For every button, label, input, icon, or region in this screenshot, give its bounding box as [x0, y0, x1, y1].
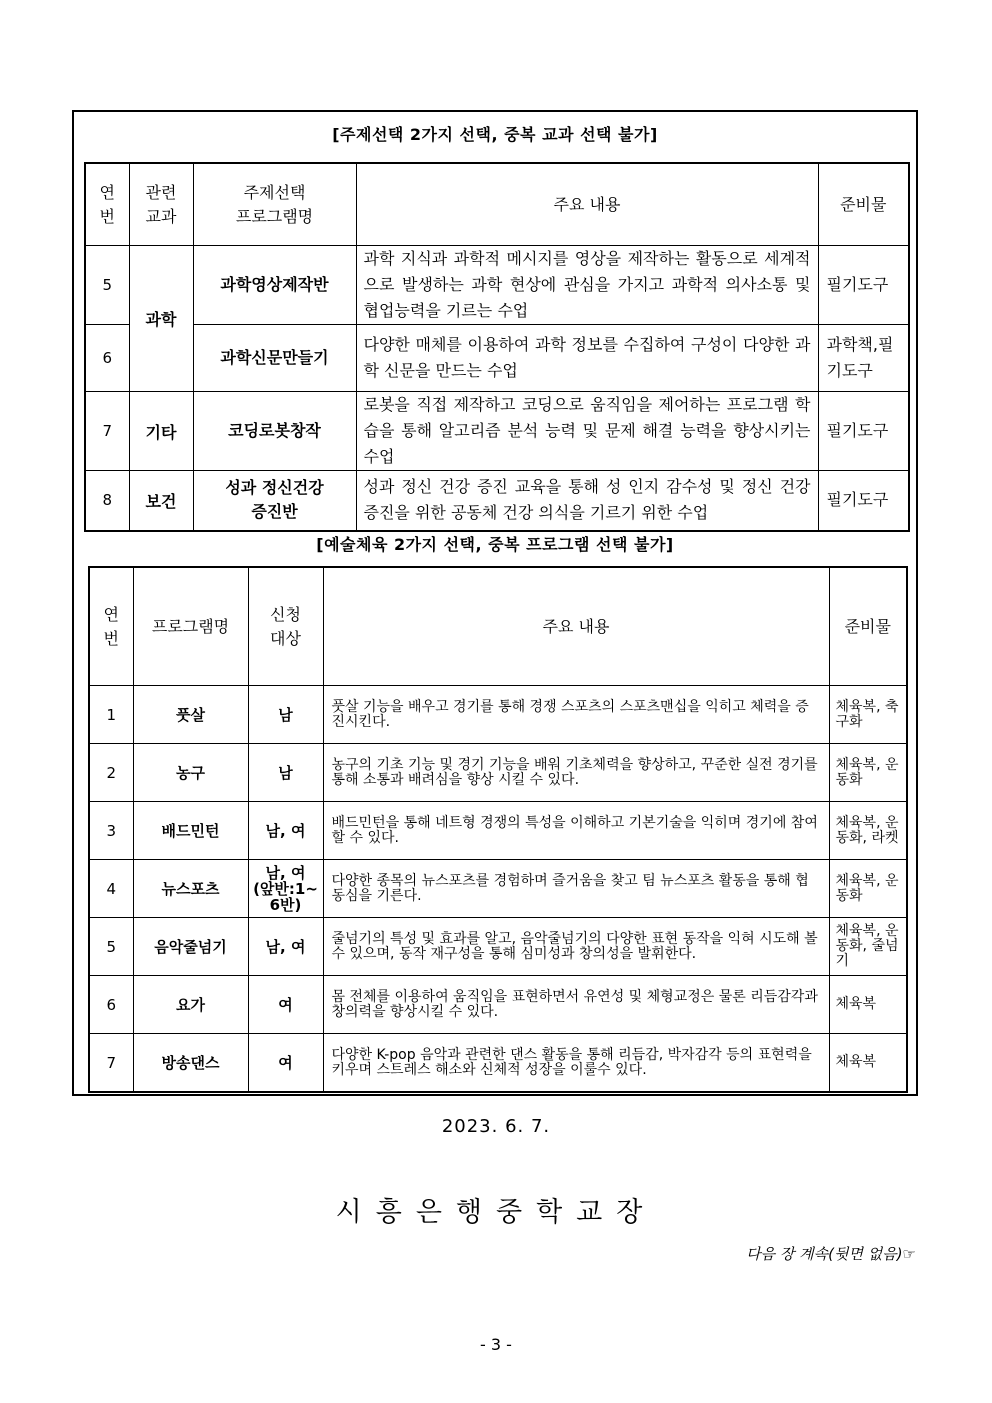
row-content: 줄넘기의 특성 및 효과를 알고, 음악줄넘기의 다양한 표현 동작을 익혀 시도해 볼 수 있으며, 동작 재구성을 통해 심미성과 창의성을 발휘한다.: [323, 918, 829, 976]
row-prep: 필기도구: [818, 471, 909, 531]
next-page-note: 다음 장 계속(뒷면 없음)☞: [746, 1245, 916, 1263]
page-number: - 3 -: [480, 1335, 512, 1354]
row-no: 5: [85, 246, 129, 325]
row-program: 과학신문만들기: [193, 325, 356, 392]
row-no: 6: [89, 976, 133, 1034]
table-row: [85, 325, 909, 392]
row-program: 배드민턴: [133, 802, 248, 860]
row-content: 다양한 매체를 이용하여 과학 정보를 수집하여 구성이 다양한 과학 신문을 만드는 수업: [356, 325, 818, 392]
table-row: [89, 860, 907, 918]
row-no: 5: [89, 918, 133, 976]
document-date: 2023. 6. 7.: [441, 1116, 551, 1137]
table-row: [89, 744, 907, 802]
table-row: [89, 1034, 907, 1093]
row-program: 방송댄스: [133, 1034, 248, 1093]
row-no: 3: [89, 802, 133, 860]
row-prep: 체육복, 운동화, 라켓: [829, 802, 907, 860]
row-subject: 과학: [129, 246, 193, 392]
row-prep: 필기도구: [818, 246, 909, 325]
row-subject: 보건: [129, 471, 193, 531]
header-target: 신청 대상: [248, 567, 323, 686]
header-prep: 준비물: [829, 567, 907, 686]
row-program: 과학영상제작반: [193, 246, 356, 325]
table-row: [89, 918, 907, 976]
table-row: [85, 471, 909, 531]
section2-title: [예술체육 2가지 선택, 중복 프로그램 선택 불가]: [316, 535, 674, 554]
school-principal-signature: 시흥은행중학교장: [335, 1197, 657, 1228]
row-no: 2: [89, 744, 133, 802]
row-program: 성과 정신건강 증진반: [193, 471, 356, 531]
row-no: 1: [89, 686, 133, 744]
table-header-row: [89, 567, 907, 686]
row-program: 음악줄넘기: [133, 918, 248, 976]
row-content: 농구의 기초 기능 및 경기 기능을 배워 기초체력을 향상하고, 꾸준한 실전 경기를 통해 소통과 배려심을 향상 시킬 수 있다.: [323, 744, 829, 802]
main-frame: [72, 110, 918, 1096]
header-content: 주요 내용: [323, 567, 829, 686]
row-content: 성과 정신 건강 증진 교육을 통해 성 인지 감수성 및 정신 건강 증진을 위한 공동체 건강 의식을 기르기 위한 수업: [356, 471, 818, 531]
row-target: 남, 여: [248, 918, 323, 976]
theme-program-table: [84, 162, 910, 532]
row-no: 7: [89, 1034, 133, 1093]
row-target: 남, 여 (앞반:1~ 6반): [248, 860, 323, 918]
header-subject: 관련 교과: [129, 163, 193, 246]
header-no: 연 번: [89, 567, 133, 686]
table-row: [85, 392, 909, 471]
row-prep: 과학책,필기도구: [818, 325, 909, 392]
header-program: 프로그램명: [133, 567, 248, 686]
row-program: 농구: [133, 744, 248, 802]
row-content: 풋살 기능을 배우고 경기를 통해 경쟁 스포츠의 스포츠맨십을 익히고 체력을 증진시킨다.: [323, 686, 829, 744]
row-subject: 기타: [129, 392, 193, 471]
row-no: 8: [85, 471, 129, 531]
row-target: 남: [248, 686, 323, 744]
header-no: 연 번: [85, 163, 129, 246]
row-no: 4: [89, 860, 133, 918]
row-content: 과학 지식과 과학적 메시지를 영상을 제작하는 활동으로 세계적으로 발생하는 과학 현상에 관심을 가지고 과학적 의사소통 및 협업능력을 기르는 수업: [356, 246, 818, 325]
row-content: 배드민턴을 통해 네트형 경쟁의 특성을 이해하고 기본기술을 익히며 경기에 참여할 수 있다.: [323, 802, 829, 860]
row-no: 7: [85, 392, 129, 471]
row-prep: 체육복, 축구화: [829, 686, 907, 744]
row-no: 6: [85, 325, 129, 392]
row-prep: 체육복: [829, 976, 907, 1034]
header-content: 주요 내용: [356, 163, 818, 246]
row-target: 여: [248, 976, 323, 1034]
row-target: 여: [248, 1034, 323, 1093]
header-prep: 준비물: [818, 163, 909, 246]
row-program: 뉴스포츠: [133, 860, 248, 918]
row-target: 남: [248, 744, 323, 802]
header-program: 주제선택 프로그램명: [193, 163, 356, 246]
row-content: 다양한 K-pop 음악과 관련한 댄스 활동을 통해 리듬감, 박자감각 등의 표현력을 키우며 스트레스 해소와 신체적 성장을 이룰수 있다.: [323, 1034, 829, 1093]
row-prep: 체육복: [829, 1034, 907, 1093]
row-content: 다양한 종목의 뉴스포츠를 경험하며 즐거움을 찾고 팀 뉴스포츠 활동을 통해 협동심을 기른다.: [323, 860, 829, 918]
table-row: [85, 246, 909, 325]
row-content: 몸 전체를 이용하여 움직임을 표현하면서 유연성 및 체형교정은 물론 리듬감각과 창의력을 향상시킬 수 있다.: [323, 976, 829, 1034]
arts-sports-table: [88, 566, 908, 1093]
table-row: [89, 802, 907, 860]
table-row: [89, 976, 907, 1034]
row-program: 코딩로봇창작: [193, 392, 356, 471]
row-prep: 체육복, 운동화, 줄넘기: [829, 918, 907, 976]
row-program: 요가: [133, 976, 248, 1034]
table-row: [89, 686, 907, 744]
section1-title: [주제선택 2가지 선택, 중복 교과 선택 불가]: [332, 125, 658, 144]
table-header-row: [85, 163, 909, 246]
row-content: 로봇을 직접 제작하고 코딩으로 움직임을 제어하는 프로그램 학습을 통해 알고리즘 분석 능력 및 문제 해결 능력을 향상시키는 수업: [356, 392, 818, 471]
row-prep: 체육복, 운동화: [829, 744, 907, 802]
row-program: 풋살: [133, 686, 248, 744]
row-prep: 필기도구: [818, 392, 909, 471]
row-prep: 체육복, 운동화: [829, 860, 907, 918]
row-target: 남, 여: [248, 802, 323, 860]
